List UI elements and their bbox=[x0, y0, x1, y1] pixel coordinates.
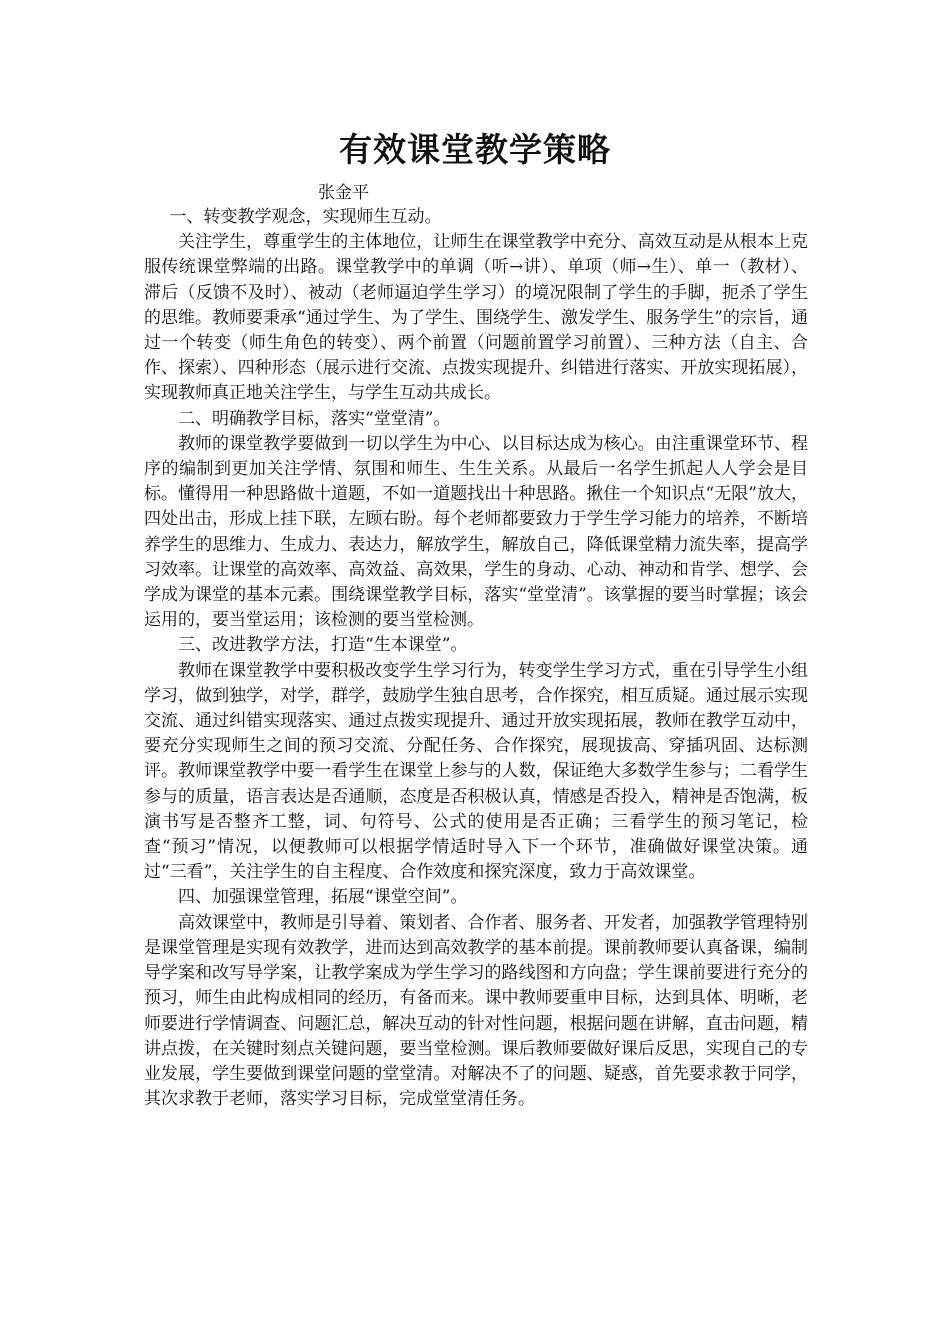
section-heading-4: 四、加强课堂管理，拓展“课堂空间”。 bbox=[178, 887, 468, 908]
section-paragraph-1: 关注学生，尊重学生的主体地位，让师生在课堂教学中充分、高效互动是从根本上克服传统课堂弊端的出路。课堂教学中的单调（听→讲）、单项（师→生）、单一（教材）、滞后（反馈不及时）、被动（老师逼迫学生学习）的境况限制了学生的手脚，扼杀了学生的思维。教师要秉承“通过学生、为了学生、围绕学生、激发学生、服务学生”的宗旨，通过一个转变（师生角色的转变）、两个前置（问题前置学习前置）、三种方法（自主、合作、探索）、四种形态（展示进行交流、点拨实现提升、纠错进行落实、开放实现拓展），实现教师真正地关注学生，与学生互动共成长。 bbox=[144, 232, 808, 404]
section-heading-3: 三、改进教学方法，打造“生本课堂”。 bbox=[178, 635, 468, 656]
section-heading-2: 二、明确教学目标，落实“堂堂清”。 bbox=[178, 408, 451, 429]
section-paragraph-2: 教师的课堂教学要做到一切以学生为中心、以目标达成为核心。由注重课堂环节、程序的编制到更加关注学情、氛围和师生、生生关系。从最后一名学生抓起人人学会是目标。懂得用一种思路做十道题，不如一道题找出十种思路。揪住一个知识点“无限”放大，四处出击，形成上挂下联，左顾右盼。每个老师都要致力于学生学习能力的培养，不断培养学生的思维力、生成力、表达力，解放学生，解放自己，降低课堂精力流失率，提高学习效率。让课堂的高效率、高效益、高效果，学生的身动、心动、神动和肯学、想学、会学成为课堂的基本元素。围绕课堂教学目标，落实“堂堂清”。该掌握的要当时掌握；该会运用的，要当堂运用；该检测的要当堂检测。 bbox=[144, 433, 808, 631]
document-title: 有效课堂教学策略 bbox=[339, 130, 611, 169]
section-paragraph-3: 教师在课堂教学中要积极改变学生学习行为，转变学生学习方式，重在引导学生小组学习，做到独学，对学，群学，鼓励学生独自思考，合作探究，相互质疑。通过展示实现交流、通过纠错实现落实、通过点拨实现提升、通过开放实现拓展，教师在教学互动中，要充分实现师生之间的预习交流、分配任务、合作探究，展现拔高、穿插巩固、达标测评。教师课堂教学中要一看学生在课堂上参与的人数，保证绝大多数学生参与；二看学生参与的质量，语言表达是否通顺，态度是否积极认真，情感是否投入，精神是否饱满，板演书写是否整齐工整，词、句符号、公式的使用是否正确；三看学生的预习笔记，检查“预习”情况，以便教师可以根据学情适时导入下一个环节，准确做好课堂决策。通过“三看”，关注学生的自主程度、合作效度和探究深度，致力于高效课堂。 bbox=[144, 660, 808, 883]
section-paragraph-4: 高效课堂中，教师是引导着、策划者、合作者、服务者、开发者，加强教学管理特别是课堂管理是实现有效教学，进而达到高效教学的基本前提。课前教师要认真备课，编制导学案和改写导学案，让教学案成为学生学习的路线图和方向盘；学生课前要进行充分的预习，师生由此构成相同的经历，有备而来。课中教师要重申目标，达到具体、明晰，老师要进行学情调查、问题汇总，解决互动的针对性问题，根据问题在讲解，直击问题，精讲点拨，在关键时刻点关键问题，要当堂检测。课后教师要做好课后反思，实现自己的专业发展，学生要做到课堂问题的堂堂清。对解决不了的问题、疑惑，首先要求教于同学，其次求教于老师，落实学习目标，完成堂堂清任务。 bbox=[144, 912, 808, 1110]
document-body bbox=[144, 205, 808, 1112]
section-heading-1: 一、转变教学观念，实现师生互动。 bbox=[169, 207, 442, 227]
author-name: 张金平 bbox=[318, 183, 369, 203]
